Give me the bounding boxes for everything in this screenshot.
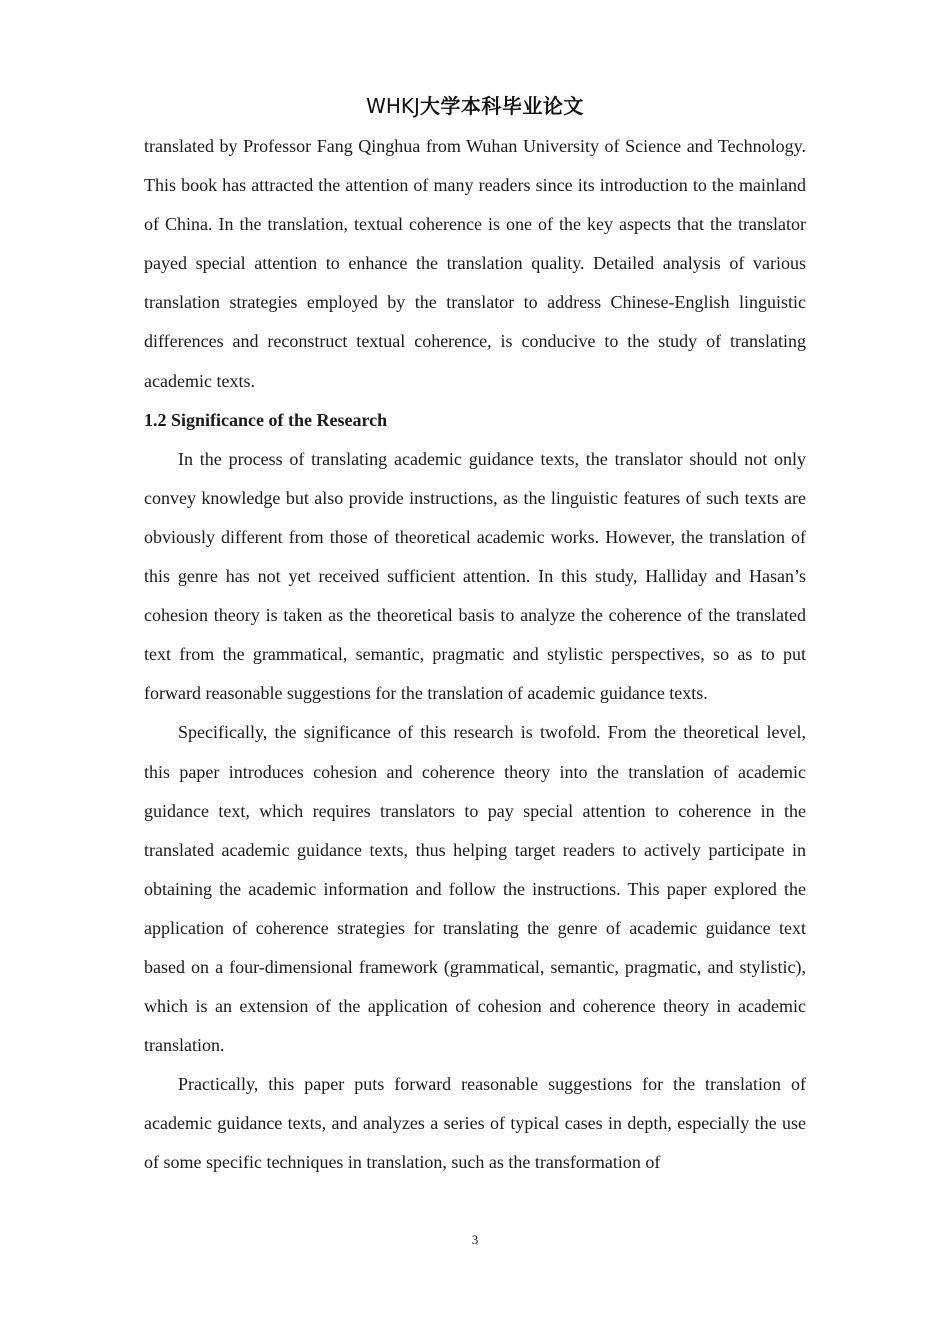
paragraph: In the process of translating academic guidance texts, the translator should not only convey knowledge but also provide instructions, as the linguistic features of such texts are obviously different from those of theoretical academic works. However, the translation of this genre has not yet received sufficient attention. In this study, Halliday and Hasan’s cohesion theory is taken as the theoretical basis to analyze the coherence of the translated text from the grammatical, semantic, pragmatic and stylistic perspectives, so as to put forward reasonable suggestions for the translation of academic guidance texts. xyxy=(144,448,806,704)
running-header xyxy=(0,92,950,121)
header-cjk-text: 大学本科毕业论文 xyxy=(419,94,584,118)
section-heading: 1.2 Significance of the Research xyxy=(144,409,388,430)
paragraph: Specifically, the significance of this research is twofold. From the theoretical level, this paper introduces cohesion and coherence theory into the translation of academic guidance text, which requires translators to pay special attention to coherence in the translated academic guidance texts, thus helping target readers to actively participate in obtaining the academic information and follow the instructions. This paper explored the application of coherence strategies for translating the genre of academic guidance text based on a four-dimensional framework (grammatical, semantic, pragmatic, and stylistic), which is an extension of the application of cohesion and coherence theory in academic translation. xyxy=(144,722,806,1056)
paragraph-continued: translated by Professor Fang Qinghua from Wuhan University of Science and Technology. This book has attracted the attention of many readers since its introduction to the mainland of China. In the translation, textual coherence is one of the key aspects that the translator payed special attention to enhance the translation quality. Detailed analysis of various translation strategies employed by the translator to address Chinese-English linguistic differences and reconstruct textual coherence, is conducive to the study of translating academic texts. xyxy=(144,136,806,391)
header-latin-text: WHKJ xyxy=(366,94,420,118)
page-number: 3 xyxy=(471,1232,479,1247)
paragraph: Practically, this paper puts forward reasonable suggestions for the translation of academic guidance texts, and analyzes a series of typical cases in depth, especially the use of some specific techniques in translation, such as the transformation of xyxy=(144,1074,806,1173)
body-text xyxy=(144,127,806,1183)
